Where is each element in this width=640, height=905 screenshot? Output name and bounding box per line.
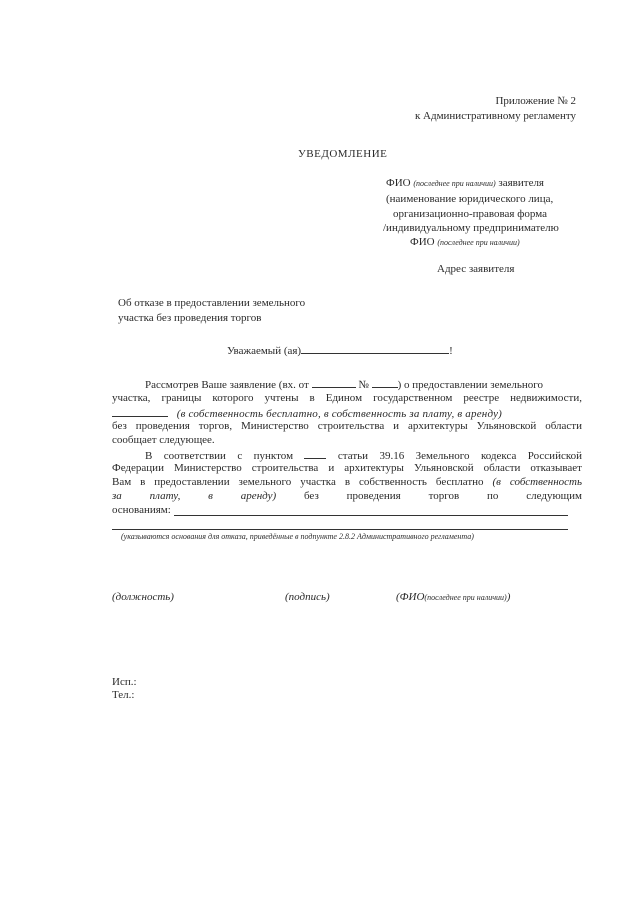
addressee-fio-note: (последнее при наличии) <box>413 179 496 188</box>
p1-line-5: сообщает следующее. <box>112 434 215 446</box>
p1-line-1-a: Рассмотрев Ваше заявление (вх. от <box>145 379 309 391</box>
date-blank <box>312 377 356 388</box>
appendix-line-1: Приложение № 2 <box>495 95 576 107</box>
executor-label: Исп.: <box>112 676 137 688</box>
salutation-tail: ! <box>449 345 453 357</box>
phone-label: Тел.: <box>112 689 135 701</box>
reason-line-1 <box>174 515 568 516</box>
addressee-line-5-label: ФИО <box>410 236 435 248</box>
signature-position: (должность) <box>112 591 174 603</box>
signature-fio-note: (последнее при наличии) <box>424 593 507 602</box>
p2-line-4 <box>112 490 582 503</box>
signature-fio-close: ) <box>506 591 511 603</box>
p2-line-4-a: за плату, в аренду) <box>112 490 277 502</box>
p2-line-5: основаниям: <box>112 504 171 516</box>
addressee-fio-label: ФИО <box>386 177 411 189</box>
signature-fio-label: (ФИО <box>396 591 425 603</box>
p1-line-1-c: ) о предоставлении земельного <box>397 379 543 391</box>
number-blank <box>372 377 398 388</box>
p2-line-1-a: В соответствии с пунктом <box>145 450 294 462</box>
addressee-line-4: /индивидуальному предпринимателю <box>383 222 559 234</box>
p2-line-3 <box>112 476 582 489</box>
salutation <box>227 343 453 358</box>
signature-fio <box>396 591 510 604</box>
p1-line-1 <box>145 377 543 392</box>
addressee-line-5-note: (последнее при наличии) <box>437 238 520 247</box>
p1-line-4: без проведения торгов, Министерство строительства и архитектуры Ульяновской области <box>112 420 582 432</box>
applicant-address: Адрес заявителя <box>437 263 515 275</box>
addressee-fio-line <box>386 177 544 190</box>
reason-note: (указываются основания для отказа, приведённые в подпункте 2.8.2 Административного регламента) <box>121 532 474 541</box>
p2-line-3-a: Вам в предоставлении земельного участка в собственность бесплатно <box>112 476 484 488</box>
p1-line-3 <box>112 406 582 421</box>
addressee-line-2: (наименование юридического лица, <box>386 193 554 205</box>
addressee-line-3: организационно-правовая форма <box>393 208 547 220</box>
p1-line-3-options: (в собственность бесплатно, в собственность за плату, в аренду) <box>176 408 503 420</box>
addressee-fio-tail: заявителя <box>498 177 544 189</box>
cadastral-blank <box>112 406 168 417</box>
p2-line-1-b: статьи 39.16 Земельного кодекса Российской <box>337 450 583 462</box>
salutation-text: Уважаемый (ая) <box>227 345 302 357</box>
appendix-line-2: к Административному регламенту <box>414 110 576 122</box>
salutation-blank <box>301 343 449 354</box>
clause-blank <box>304 448 326 459</box>
document-title: УВЕДОМЛЕНИЕ <box>298 148 388 160</box>
p1-line-1-b: № <box>358 379 369 391</box>
p2-line-4-b: без проведения торгов по следующим <box>303 490 582 502</box>
p1-line-2: участка, границы которого учтены в Едином государственном реестре недвижимости, <box>112 392 582 404</box>
subject-line-1: Об отказе в предоставлении земельного <box>118 297 306 309</box>
p2-line-2: Федерации Министерство строительства и архитектуры Ульяновской области отказывает <box>112 462 582 474</box>
p2-line-1 <box>145 448 582 463</box>
subject-line-2: участка без проведения торгов <box>118 312 262 324</box>
p2-line-3-b: (в собственность <box>492 476 582 488</box>
signature-sign: (подпись) <box>285 591 330 603</box>
addressee-line-5 <box>410 236 520 249</box>
